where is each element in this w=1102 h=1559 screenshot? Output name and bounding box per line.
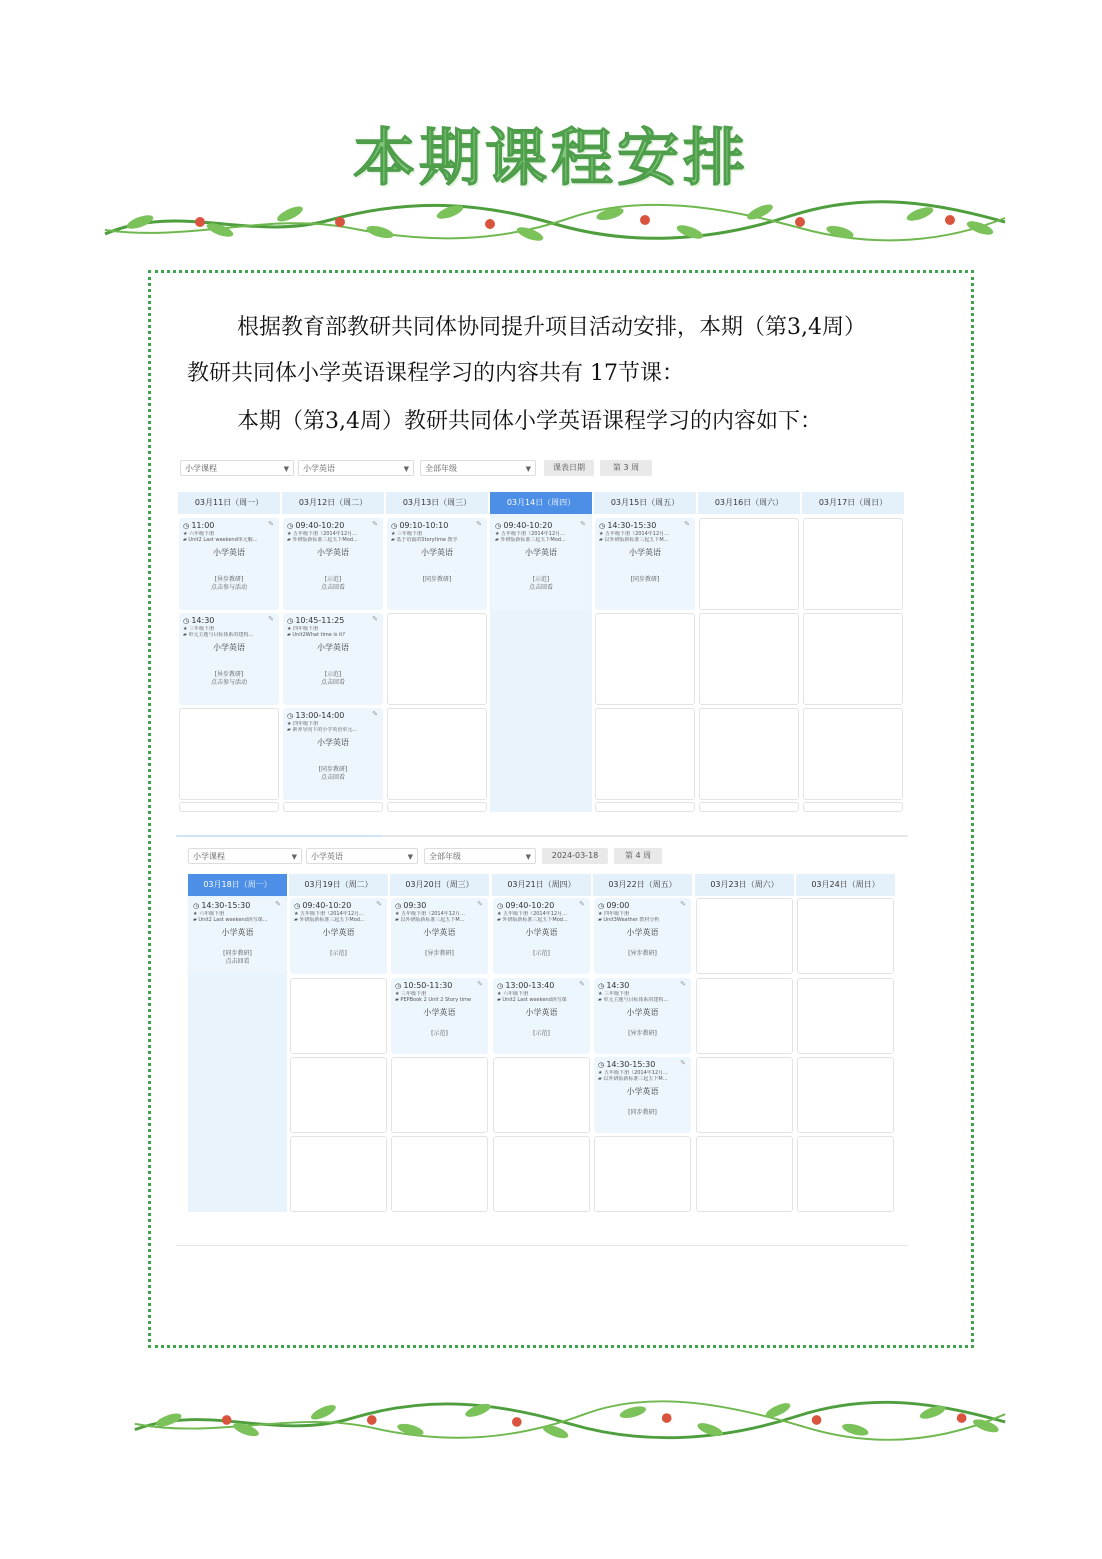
empty-slot	[290, 978, 387, 1054]
lesson-type-tag: [异步教研]	[214, 576, 244, 583]
empty-slot	[803, 518, 903, 610]
lesson-card[interactable]	[594, 978, 691, 1054]
empty-slot	[797, 1136, 894, 1212]
lesson-time: ◷ 11:00	[183, 521, 275, 531]
lesson-subject: 小学英语	[322, 928, 355, 937]
empty-slot	[179, 708, 279, 800]
empty-slot	[797, 978, 894, 1054]
lesson-grade: ★ 三年级下册	[391, 531, 423, 537]
lesson-card[interactable]	[594, 1057, 691, 1133]
lesson-topic: ▰ 以外研版新标准三起五下M...	[395, 917, 465, 923]
lesson-subject: 小学英语	[213, 643, 245, 652]
vine-decoration-top	[100, 192, 1010, 252]
lesson-grade: ★ 五年级下册（2014年12月...	[287, 531, 357, 537]
day-header[interactable]: 03月23日（周六）	[695, 874, 794, 896]
day-header[interactable]: 03月16日（周六）	[698, 492, 800, 514]
lesson-grade: ★ 六年级下册	[183, 531, 215, 537]
lesson-type-tag: [示范]	[330, 950, 347, 957]
lesson-topic: ▰ PEPBook 2 Unit 2 Story time	[395, 997, 472, 1003]
empty-slot	[595, 708, 695, 800]
lesson-grade: ★ 三年级下册	[598, 991, 630, 997]
paperclip-icon: ✎	[477, 980, 483, 988]
paperclip-icon: ✎	[376, 900, 382, 908]
lesson-topic: ▰ 外研版新标准三起五下Mod...	[495, 537, 566, 543]
empty-slot	[696, 1136, 793, 1212]
lesson-type-tag: [同步教研]	[628, 1109, 657, 1116]
lesson-time: ◷ 13:00-13:40	[497, 981, 586, 991]
lesson-action-link[interactable]: 点击回看	[320, 584, 345, 591]
day-header[interactable]: 03月12日（周二）	[282, 492, 384, 514]
lesson-topic: ▰ Unit2What time is it?	[287, 632, 345, 638]
course-type-select[interactable]: 小学课程 ▼	[180, 460, 294, 476]
course-type-select[interactable]: 小学课程 ▼	[188, 848, 302, 864]
day-header[interactable]: 03月14日（周四）	[490, 492, 592, 514]
paperclip-icon: ✎	[579, 980, 585, 988]
lesson-time: ◷ 14:30-15:30	[193, 901, 282, 911]
paperclip-icon: ✎	[680, 1059, 686, 1067]
lesson-card[interactable]	[493, 898, 590, 974]
schedule-date-button[interactable]: 2024-03-18	[542, 848, 608, 864]
day-header[interactable]: 03月13日（周三）	[386, 492, 488, 514]
paperclip-icon: ✎	[580, 520, 586, 528]
lesson-type-tag: [异步教研]	[628, 1030, 657, 1037]
paperclip-icon: ✎	[476, 520, 482, 528]
lesson-type-tag: [同步教研]	[318, 766, 348, 773]
empty-slot	[699, 613, 799, 705]
lesson-card[interactable]	[595, 518, 695, 610]
empty-slot	[179, 802, 279, 812]
empty-slot	[391, 1057, 488, 1133]
lesson-type-tag: [同步教研]	[223, 950, 252, 957]
day-header[interactable]: 03月22日（周五）	[593, 874, 692, 896]
intro-line-1: 根据教育部教研共同体协同提升项目活动安排，本期（第3,4周）	[237, 315, 866, 340]
lesson-subject: 小学英语	[626, 1008, 659, 1017]
lesson-grade: ★ 五年级下册（2014年12月...	[395, 911, 465, 917]
empty-slot	[803, 802, 903, 812]
empty-slot	[595, 613, 695, 705]
lesson-subject: 小学英语	[317, 738, 349, 747]
empty-slot	[696, 978, 793, 1054]
paperclip-icon: ✎	[268, 615, 274, 623]
lesson-topic: ▰ Unit2 Last weekend读写课	[497, 997, 567, 1003]
lesson-grade: ★ 五年级下册（2014年12月...	[599, 531, 669, 537]
empty-slot	[493, 1057, 590, 1133]
lesson-type-tag: [同步教研]	[422, 576, 452, 583]
empty-slot	[594, 1136, 691, 1212]
lesson-card[interactable]	[283, 708, 383, 800]
lesson-action-link[interactable]: 点击参与活动	[210, 584, 247, 591]
lesson-topic: ▰ Unit2 Last weekend单元解...	[183, 537, 258, 543]
lesson-action-link[interactable]: 点击回看	[225, 958, 250, 965]
schedule-date-button[interactable]: 课表日期	[544, 460, 594, 476]
lesson-type-tag: [示范]	[431, 1030, 448, 1037]
filter-bar	[176, 460, 908, 478]
grade-select[interactable]: 全部年级 ▼	[424, 848, 536, 864]
paperclip-icon: ✎	[477, 900, 483, 908]
empty-slot	[699, 708, 799, 800]
lesson-grade: ★ 五年级下册（2014年12月...	[497, 911, 567, 917]
lesson-type-tag: [示范]	[533, 1030, 550, 1037]
lesson-time: ◷ 09:40-10:20	[287, 521, 379, 531]
divider-accent	[176, 835, 382, 837]
empty-slot	[803, 708, 903, 800]
lesson-time: ◷ 14:30-15:30	[598, 1060, 687, 1070]
lesson-card[interactable]	[594, 898, 691, 974]
lesson-subject: 小学英语	[626, 1087, 659, 1096]
page-title: 本期课程安排	[352, 121, 749, 194]
empty-slot	[696, 1057, 793, 1133]
week-button[interactable]: 第 4 周	[614, 848, 662, 864]
paperclip-icon: ✎	[680, 900, 686, 908]
lesson-type-tag: [异步教研]	[628, 950, 657, 957]
lesson-topic: ▰ 单元主题与目标体系的建构...	[598, 997, 669, 1003]
lesson-time: ◷ 10:45-11:25	[287, 616, 379, 626]
lesson-type-tag: [示范]	[532, 576, 550, 583]
lesson-subject: 小学英语	[317, 643, 349, 652]
lesson-time: ◷ 09:40-10:20	[497, 901, 586, 911]
lesson-time: ◷ 14:30-15:30	[599, 521, 691, 531]
lesson-topic: ▰ 以外研版新标准三起五下M...	[598, 1076, 668, 1082]
empty-slot	[387, 708, 487, 800]
lesson-grade: ★ 三年级下册	[395, 991, 427, 997]
lesson-topic: ▰ 基于语篇的Storytime 教学	[391, 537, 458, 543]
lesson-grade: ★ 四年级下册	[287, 626, 319, 632]
day-header[interactable]: 03月17日（周日）	[802, 492, 904, 514]
lesson-subject: 小学英语	[525, 1008, 558, 1017]
lesson-card[interactable]	[283, 518, 383, 610]
lesson-grade: ★ 四年级下册	[598, 911, 630, 917]
lesson-card[interactable]	[391, 898, 488, 974]
lesson-action-link[interactable]: 点击参与活动	[210, 679, 247, 686]
lesson-grade: ★ 三年级下册	[183, 626, 215, 632]
lesson-card[interactable]	[189, 898, 286, 974]
day-header[interactable]: 03月24日（周日）	[796, 874, 895, 896]
lesson-subject: 小学英语	[626, 928, 659, 937]
day-header[interactable]: 03月15日（周五）	[594, 492, 696, 514]
lesson-type-tag: [异步教研]	[425, 950, 454, 957]
subject-select[interactable]: 小学英语 ▼	[298, 460, 414, 476]
lesson-time: ◷ 09:30	[395, 901, 484, 911]
day-header[interactable]: 03月19日（周二）	[289, 874, 388, 896]
lesson-type-tag: [示范]	[324, 671, 342, 678]
lesson-topic: ▰ 外研版新标准三起五下Mod...	[287, 537, 358, 543]
lesson-card[interactable]	[491, 518, 591, 610]
schedule-week-3	[176, 460, 908, 810]
lesson-grade: ★ 五年级下册（2014年12月...	[294, 911, 364, 917]
paperclip-icon: ✎	[372, 520, 378, 528]
lesson-subject: 小学英语	[525, 548, 557, 557]
paperclip-icon: ✎	[268, 520, 274, 528]
empty-slot	[595, 802, 695, 812]
empty-slot	[283, 802, 383, 812]
lesson-type-tag: [示范]	[533, 950, 550, 957]
empty-slot	[699, 518, 799, 610]
intro-line-3: 本期（第3,4周）教研共同体小学英语课程学习的内容如下：	[237, 409, 822, 434]
lesson-action-link[interactable]: 点击回看	[528, 584, 553, 591]
paperclip-icon: ✎	[680, 980, 686, 988]
day-header[interactable]: 03月18日（周一）	[188, 874, 287, 896]
lesson-time: ◷ 14:30	[598, 981, 687, 991]
lesson-subject: 小学英语	[629, 548, 661, 557]
lesson-card[interactable]	[179, 518, 279, 610]
lesson-topic: ▰ 外研版新标准三起五下Mod...	[294, 917, 365, 923]
filter-bar	[176, 848, 908, 866]
paperclip-icon: ✎	[684, 520, 690, 528]
empty-slot	[797, 1057, 894, 1133]
lesson-grade: ★ 五年级下册（2014年12月...	[495, 531, 565, 537]
lesson-topic: ▰ 单元主题与目标体系的建构...	[183, 632, 254, 638]
lesson-topic: ▰ 外研版新标准三起五下Mod...	[497, 917, 568, 923]
lesson-card[interactable]	[290, 898, 387, 974]
lesson-type-tag: [同步教研]	[630, 576, 660, 583]
paperclip-icon: ✎	[275, 900, 281, 908]
lesson-subject: 小学英语	[525, 928, 558, 937]
lesson-action-link[interactable]: 点击回看	[320, 774, 345, 781]
lesson-subject: 小学英语	[317, 548, 349, 557]
day-header[interactable]: 03月20日（周三）	[390, 874, 489, 896]
lesson-topic: ▰ 以外研版新标准三起五下M...	[599, 537, 669, 543]
lesson-card[interactable]	[179, 613, 279, 705]
empty-slot	[391, 1136, 488, 1212]
day-header[interactable]: 03月21日（周四）	[492, 874, 591, 896]
week-button[interactable]: 第 3 周	[600, 460, 652, 476]
lesson-time: ◷ 09:10-10:10	[391, 521, 483, 531]
schedule-week-4	[176, 848, 908, 1218]
day-header[interactable]: 03月11日（周一）	[178, 492, 280, 514]
lesson-type-tag: [异步教研]	[214, 671, 244, 678]
lesson-subject: 小学英语	[213, 548, 245, 557]
lesson-time: ◷ 09:40-10:20	[495, 521, 587, 531]
lesson-topic: ▰ Unit3Weather 教材分析	[598, 917, 660, 923]
empty-slot	[699, 802, 799, 812]
grade-select[interactable]: 全部年级 ▼	[420, 460, 536, 476]
empty-slot	[696, 898, 793, 974]
lesson-card[interactable]	[391, 978, 488, 1054]
lesson-subject: 小学英语	[421, 548, 453, 557]
divider	[176, 1245, 908, 1246]
paperclip-icon: ✎	[372, 615, 378, 623]
lesson-time: ◷ 13:00-14:00	[287, 711, 379, 721]
intro-line-2: 教研共同体小学英语课程学习的内容共有 17节课：	[187, 361, 684, 386]
empty-slot	[387, 802, 487, 812]
empty-slot	[290, 1136, 387, 1212]
lesson-card[interactable]	[387, 518, 487, 610]
lesson-subject: 小学英语	[221, 928, 254, 937]
lesson-time: ◷ 14:30	[183, 616, 275, 626]
lesson-grade: ★ 六年级下册	[497, 991, 529, 997]
lesson-topic: ▰ 素养导向下的小学英语单元...	[287, 727, 358, 733]
lesson-type-tag: [示范]	[324, 576, 342, 583]
lesson-grade: ★ 四年级下册	[287, 721, 319, 727]
lesson-topic: ▰ Unit2 Last weekend读写课...	[193, 917, 268, 923]
empty-slot	[803, 613, 903, 705]
lesson-time: ◷ 10:50-11:30	[395, 981, 484, 991]
empty-slot	[290, 1057, 387, 1133]
paperclip-icon: ✎	[579, 900, 585, 908]
lesson-grade: ★ 六年级下册	[193, 911, 225, 917]
paperclip-icon: ✎	[372, 710, 378, 718]
lesson-subject: 小学英语	[423, 928, 456, 937]
empty-slot	[387, 613, 487, 705]
lesson-grade: ★ 五年级下册（2014年12月...	[598, 1070, 668, 1076]
lesson-action-link[interactable]: 点击回看	[320, 679, 345, 686]
lesson-subject: 小学英语	[423, 1008, 456, 1017]
lesson-card[interactable]	[283, 613, 383, 705]
lesson-time: ◷ 09:00	[598, 901, 687, 911]
empty-slot	[797, 898, 894, 974]
subject-select[interactable]: 小学英语 ▼	[306, 848, 418, 864]
lesson-time: ◷ 09:40-10:20	[294, 901, 383, 911]
vine-decoration-bottom	[130, 1390, 1010, 1450]
lesson-card[interactable]	[493, 978, 590, 1054]
empty-slot	[493, 1136, 590, 1212]
